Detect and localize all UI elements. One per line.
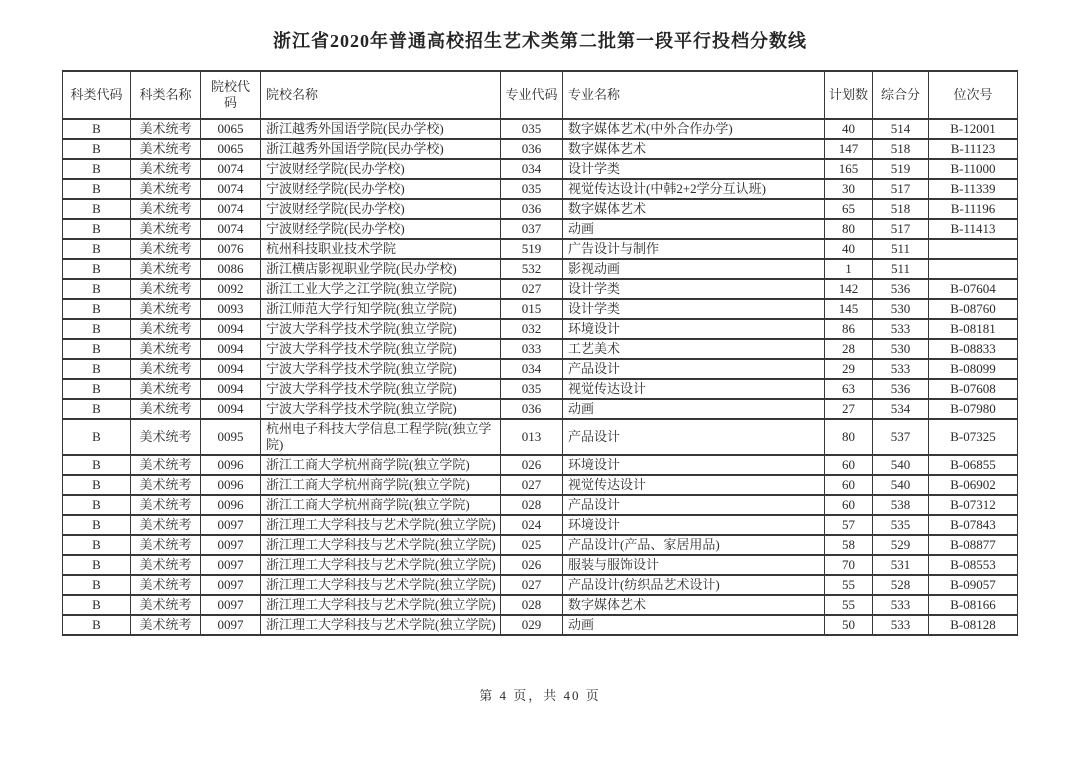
page-title: 浙江省2020年普通高校招生艺术类第二批第一段平行投档分数线 — [273, 31, 807, 51]
table-cell: B-07604 — [929, 279, 1018, 299]
table-cell: B-11196 — [929, 199, 1018, 219]
table-cell: 美术统考 — [131, 299, 201, 319]
table-row — [63, 455, 1018, 475]
table-cell: 145 — [825, 299, 873, 319]
table-row — [63, 359, 1018, 379]
table-cell: 511 — [873, 259, 929, 279]
table-cell: 536 — [873, 379, 929, 399]
table-cell: 027 — [501, 575, 563, 595]
table-cell: 165 — [825, 159, 873, 179]
table-cell: 514 — [873, 119, 929, 139]
table-cell: 142 — [825, 279, 873, 299]
table-cell: 宁波财经学院(民办学校) — [261, 199, 501, 219]
table-cell: 032 — [501, 319, 563, 339]
table-cell: 美术统考 — [131, 495, 201, 515]
table-cell: 532 — [501, 259, 563, 279]
table-cell: 528 — [873, 575, 929, 595]
table-cell: 美术统考 — [131, 595, 201, 615]
table-cell: B-08553 — [929, 555, 1018, 575]
table-cell: 动画 — [563, 399, 825, 419]
table-cell: B-08128 — [929, 615, 1018, 635]
table-cell: B — [63, 595, 131, 615]
table-body — [63, 119, 1018, 635]
table-cell: B-07608 — [929, 379, 1018, 399]
table-cell: B — [63, 159, 131, 179]
table-cell: 浙江师范大学行知学院(独立学院) — [261, 299, 501, 319]
table-cell: B-06902 — [929, 475, 1018, 495]
table-cell: 浙江理工大学科技与艺术学院(独立学院) — [261, 555, 501, 575]
table-cell: B-07843 — [929, 515, 1018, 535]
table-cell: 产品设计(产品、家居用品) — [563, 535, 825, 555]
table-cell: 533 — [873, 615, 929, 635]
table-cell: B-08877 — [929, 535, 1018, 555]
table-cell: 60 — [825, 495, 873, 515]
table-cell: 29 — [825, 359, 873, 379]
table-cell: 美术统考 — [131, 455, 201, 475]
column-header-9: 位次号 — [929, 71, 1018, 119]
table-cell: 40 — [825, 239, 873, 259]
table-cell: 环境设计 — [563, 455, 825, 475]
table-cell: 518 — [873, 199, 929, 219]
table-cell: 036 — [501, 199, 563, 219]
table-cell: B-08181 — [929, 319, 1018, 339]
table-cell: 013 — [501, 419, 563, 455]
table-cell: 028 — [501, 595, 563, 615]
table-cell: 0097 — [201, 615, 261, 635]
table-cell: 026 — [501, 455, 563, 475]
table-cell: 0097 — [201, 595, 261, 615]
table-row — [63, 319, 1018, 339]
table-cell: 杭州科技职业技术学院 — [261, 239, 501, 259]
table-cell: 037 — [501, 219, 563, 239]
table-cell: 015 — [501, 299, 563, 319]
table-cell: 036 — [501, 139, 563, 159]
table-cell: 27 — [825, 399, 873, 419]
column-header-1: 科类代码 — [63, 71, 131, 119]
table-cell: 70 — [825, 555, 873, 575]
table-cell: B-11000 — [929, 159, 1018, 179]
table-cell: 动画 — [563, 219, 825, 239]
table-cell: 60 — [825, 475, 873, 495]
table-cell: 0074 — [201, 179, 261, 199]
table-cell: B — [63, 139, 131, 159]
table-cell: 035 — [501, 119, 563, 139]
table-cell: 0092 — [201, 279, 261, 299]
table-row — [63, 259, 1018, 279]
table-cell: 0074 — [201, 219, 261, 239]
table-row — [63, 199, 1018, 219]
table-cell: 0076 — [201, 239, 261, 259]
table-cell: 530 — [873, 299, 929, 319]
table-cell: 533 — [873, 359, 929, 379]
table-cell: 531 — [873, 555, 929, 575]
table-row — [63, 515, 1018, 535]
column-header-5: 专业代码 — [501, 71, 563, 119]
table-cell: 1 — [825, 259, 873, 279]
column-header-7: 计划数 — [825, 71, 873, 119]
table-cell: B-09057 — [929, 575, 1018, 595]
table-cell: 视觉传达设计(中韩2+2学分互认班) — [563, 179, 825, 199]
table-cell: 美术统考 — [131, 119, 201, 139]
table-row — [63, 299, 1018, 319]
table-cell: 浙江工商大学杭州商学院(独立学院) — [261, 475, 501, 495]
table-cell: 036 — [501, 399, 563, 419]
table-cell: 529 — [873, 535, 929, 555]
table-cell: 美术统考 — [131, 319, 201, 339]
table-row — [63, 595, 1018, 615]
table-cell: 033 — [501, 339, 563, 359]
table-cell: 0097 — [201, 555, 261, 575]
table-row — [63, 419, 1018, 455]
table-cell: 0094 — [201, 399, 261, 419]
table-cell: B — [63, 399, 131, 419]
table-row — [63, 535, 1018, 555]
column-header-2: 科类名称 — [131, 71, 201, 119]
table-row — [63, 475, 1018, 495]
table-cell: B — [63, 119, 131, 139]
table-cell: 浙江工商大学杭州商学院(独立学院) — [261, 455, 501, 475]
table-cell: 浙江理工大学科技与艺术学院(独立学院) — [261, 535, 501, 555]
table-cell: 50 — [825, 615, 873, 635]
table-cell: 0096 — [201, 455, 261, 475]
table-cell: B — [63, 279, 131, 299]
table-cell: 60 — [825, 455, 873, 475]
column-header-3: 院校代码 — [201, 71, 261, 119]
table-cell: B-11123 — [929, 139, 1018, 159]
table-cell: 86 — [825, 319, 873, 339]
table-cell: B — [63, 239, 131, 259]
table-cell: 0096 — [201, 495, 261, 515]
table-cell: 533 — [873, 319, 929, 339]
table-cell: 视觉传达设计 — [563, 475, 825, 495]
table-cell: 产品设计 — [563, 359, 825, 379]
table-cell: 数字媒体艺术 — [563, 595, 825, 615]
table-cell: 浙江理工大学科技与艺术学院(独立学院) — [261, 595, 501, 615]
table-cell: 30 — [825, 179, 873, 199]
table-cell: 0093 — [201, 299, 261, 319]
table-cell: 美术统考 — [131, 239, 201, 259]
table-cell: B — [63, 259, 131, 279]
table-cell: 宁波大学科学技术学院(独立学院) — [261, 339, 501, 359]
table-cell: 533 — [873, 595, 929, 615]
table-cell: 美术统考 — [131, 339, 201, 359]
table-cell: 0097 — [201, 575, 261, 595]
table-cell: 540 — [873, 475, 929, 495]
table-cell: 0074 — [201, 159, 261, 179]
table-cell: B-07312 — [929, 495, 1018, 515]
table-row — [63, 575, 1018, 595]
table-cell: 0095 — [201, 419, 261, 455]
table-cell: B — [63, 455, 131, 475]
table-cell: 设计学类 — [563, 299, 825, 319]
table-cell: 80 — [825, 219, 873, 239]
table-cell: 美术统考 — [131, 419, 201, 455]
table-cell: 数字媒体艺术(中外合作办学) — [563, 119, 825, 139]
table-cell: B-08166 — [929, 595, 1018, 615]
table-cell: B — [63, 199, 131, 219]
table-cell: 58 — [825, 535, 873, 555]
table-cell: 美术统考 — [131, 259, 201, 279]
table-row — [63, 239, 1018, 259]
table-cell: 024 — [501, 515, 563, 535]
table-cell: B — [63, 419, 131, 455]
table-cell: 动画 — [563, 615, 825, 635]
table-cell: 027 — [501, 475, 563, 495]
table-cell: B-07980 — [929, 399, 1018, 419]
table-cell: 浙江越秀外国语学院(民办学校) — [261, 119, 501, 139]
table-cell: 518 — [873, 139, 929, 159]
table-cell: 519 — [501, 239, 563, 259]
table-cell: 宁波财经学院(民办学校) — [261, 179, 501, 199]
table-cell: 511 — [873, 239, 929, 259]
table-row — [63, 219, 1018, 239]
table-cell: B-11413 — [929, 219, 1018, 239]
table-row — [63, 615, 1018, 635]
table-cell: 美术统考 — [131, 399, 201, 419]
table-cell: B — [63, 379, 131, 399]
table-cell: 538 — [873, 495, 929, 515]
table-cell: B-07325 — [929, 419, 1018, 455]
table-row — [63, 379, 1018, 399]
table-cell: B — [63, 475, 131, 495]
table-row — [63, 279, 1018, 299]
table-cell: 534 — [873, 399, 929, 419]
table-cell: 广告设计与制作 — [563, 239, 825, 259]
table-cell: 517 — [873, 179, 929, 199]
table-cell: B-06855 — [929, 455, 1018, 475]
table-cell: B — [63, 219, 131, 239]
header-row — [63, 71, 1018, 119]
table-cell: 540 — [873, 455, 929, 475]
table-cell: 0094 — [201, 379, 261, 399]
table-cell: 数字媒体艺术 — [563, 139, 825, 159]
table-cell: 浙江工商大学杭州商学院(独立学院) — [261, 495, 501, 515]
column-header-8: 综合分 — [873, 71, 929, 119]
table-cell: 537 — [873, 419, 929, 455]
table-cell: 浙江工业大学之江学院(独立学院) — [261, 279, 501, 299]
table-cell: B — [63, 359, 131, 379]
table-cell: 025 — [501, 535, 563, 555]
table-cell: 美术统考 — [131, 535, 201, 555]
table-cell: B — [63, 615, 131, 635]
table-cell: 美术统考 — [131, 379, 201, 399]
table-cell: B — [63, 319, 131, 339]
table-cell: 0086 — [201, 259, 261, 279]
table-cell: 535 — [873, 515, 929, 535]
table-cell: 034 — [501, 159, 563, 179]
table-cell: B — [63, 495, 131, 515]
table-header — [63, 71, 1018, 119]
table-cell: 设计学类 — [563, 279, 825, 299]
table-cell: 0094 — [201, 339, 261, 359]
table-cell: 28 — [825, 339, 873, 359]
table-row — [63, 399, 1018, 419]
table-row — [63, 179, 1018, 199]
table-cell: 宁波大学科学技术学院(独立学院) — [261, 399, 501, 419]
table-cell: 工艺美术 — [563, 339, 825, 359]
table-cell: B — [63, 515, 131, 535]
table-row — [63, 139, 1018, 159]
table-cell: 美术统考 — [131, 359, 201, 379]
table-cell: B-08760 — [929, 299, 1018, 319]
table-cell: 57 — [825, 515, 873, 535]
table-cell: B — [63, 575, 131, 595]
column-header-4: 院校名称 — [261, 71, 501, 119]
table-cell: 杭州电子科技大学信息工程学院(独立学院) — [261, 419, 501, 455]
table-cell: 0074 — [201, 199, 261, 219]
table-cell: 视觉传达设计 — [563, 379, 825, 399]
table-cell: B — [63, 555, 131, 575]
table-cell: 美术统考 — [131, 139, 201, 159]
table-cell: 美术统考 — [131, 199, 201, 219]
table-cell: 美术统考 — [131, 615, 201, 635]
table-cell: 55 — [825, 575, 873, 595]
table-cell: 63 — [825, 379, 873, 399]
table-row — [63, 159, 1018, 179]
table-cell: 530 — [873, 339, 929, 359]
table-cell: B — [63, 179, 131, 199]
table-cell: 浙江理工大学科技与艺术学院(独立学院) — [261, 515, 501, 535]
table-cell: 宁波大学科学技术学院(独立学院) — [261, 379, 501, 399]
table-cell: 0065 — [201, 119, 261, 139]
table-cell: B-11339 — [929, 179, 1018, 199]
table-cell — [929, 239, 1018, 259]
table-cell: 美术统考 — [131, 219, 201, 239]
table-cell: 影视动画 — [563, 259, 825, 279]
table-cell: 服装与服饰设计 — [563, 555, 825, 575]
table-cell: B-08099 — [929, 359, 1018, 379]
table-cell: 536 — [873, 279, 929, 299]
table-cell: 设计学类 — [563, 159, 825, 179]
table-cell: 0097 — [201, 515, 261, 535]
table-cell: 美术统考 — [131, 555, 201, 575]
table-cell: 0065 — [201, 139, 261, 159]
table-cell: 产品设计(纺织品艺术设计) — [563, 575, 825, 595]
table-cell: 数字媒体艺术 — [563, 199, 825, 219]
table-cell: 美术统考 — [131, 575, 201, 595]
column-header-6: 专业名称 — [563, 71, 825, 119]
table-cell: 宁波大学科学技术学院(独立学院) — [261, 359, 501, 379]
table-cell: 65 — [825, 199, 873, 219]
table-cell: 产品设计 — [563, 419, 825, 455]
table-cell: 147 — [825, 139, 873, 159]
table-cell: 环境设计 — [563, 515, 825, 535]
table-cell: B-08833 — [929, 339, 1018, 359]
table-cell: 0096 — [201, 475, 261, 495]
table-cell: 环境设计 — [563, 319, 825, 339]
table-cell: 宁波财经学院(民办学校) — [261, 219, 501, 239]
table-cell: 浙江理工大学科技与艺术学院(独立学院) — [261, 615, 501, 635]
table-cell: 519 — [873, 159, 929, 179]
page-footer: 第 4 页，共 40 页 — [479, 688, 601, 703]
table-cell: B — [63, 299, 131, 319]
table-cell: 028 — [501, 495, 563, 515]
table-row — [63, 555, 1018, 575]
table-cell: 026 — [501, 555, 563, 575]
table-cell: B — [63, 339, 131, 359]
score-table — [62, 70, 1018, 636]
table-cell: 美术统考 — [131, 475, 201, 495]
table-cell: 40 — [825, 119, 873, 139]
table-cell: 美术统考 — [131, 179, 201, 199]
table-cell: 035 — [501, 379, 563, 399]
table-cell: 美术统考 — [131, 279, 201, 299]
table-cell: 035 — [501, 179, 563, 199]
table-cell: 0094 — [201, 319, 261, 339]
table-cell: 美术统考 — [131, 159, 201, 179]
table-cell: B-12001 — [929, 119, 1018, 139]
table-cell: 0097 — [201, 535, 261, 555]
table-cell: 80 — [825, 419, 873, 455]
table-cell: 美术统考 — [131, 515, 201, 535]
table-cell: 浙江理工大学科技与艺术学院(独立学院) — [261, 575, 501, 595]
table-cell: 产品设计 — [563, 495, 825, 515]
table-cell: B — [63, 535, 131, 555]
table-cell: 宁波大学科学技术学院(独立学院) — [261, 319, 501, 339]
table-cell: 浙江横店影视职业学院(民办学校) — [261, 259, 501, 279]
table-row — [63, 119, 1018, 139]
table-cell: 029 — [501, 615, 563, 635]
table-row — [63, 495, 1018, 515]
table-cell: 55 — [825, 595, 873, 615]
table-cell: 517 — [873, 219, 929, 239]
table-cell: 034 — [501, 359, 563, 379]
table-row — [63, 339, 1018, 359]
table-cell: 宁波财经学院(民办学校) — [261, 159, 501, 179]
table-cell: 浙江越秀外国语学院(民办学校) — [261, 139, 501, 159]
table-cell — [929, 259, 1018, 279]
table-cell: 0094 — [201, 359, 261, 379]
table-cell: 027 — [501, 279, 563, 299]
